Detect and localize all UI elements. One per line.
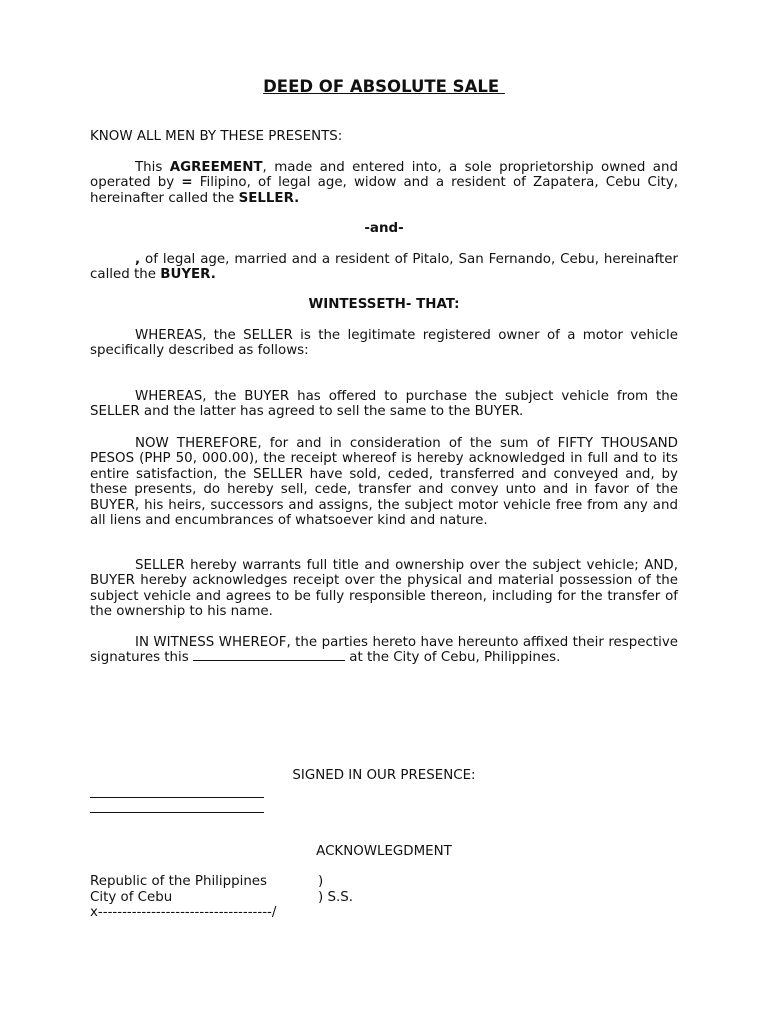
date-blank-line[interactable] [193, 659, 345, 661]
seller-name-placeholder: = [181, 175, 193, 191]
p7-text-2: at the City of Cebu, Philippines. [345, 650, 561, 666]
p2-text: of legal age, married and a resident of Pitalo, San Fernando, Cebu, hereinafter called the [90, 252, 678, 283]
ack-row-separator: x------------------------------------/ [90, 905, 277, 920]
ack-row-republic [90, 874, 324, 889]
seller-term: SELLER. [238, 190, 300, 206]
witnesseth-heading: WINTESSETH- THAT: [308, 297, 460, 312]
ack-republic-paren: ) [318, 874, 324, 889]
whereas-owner-paragraph: WHEREAS, the SELLER is the legitimate registered owner of a motor vehicle specifically described as follows: [90, 328, 678, 359]
witness-signature-line-1[interactable] [90, 797, 264, 798]
acknowledgment-heading: ACKNOWLEGDMENT [316, 844, 452, 859]
document-title: DEED OF ABSOLUTE SALE [263, 77, 505, 96]
p1-text-2: , made and entered into, a sole proprietorship owned and operated by [90, 160, 678, 191]
now-therefore-paragraph: NOW THEREFORE, for and in consideration of the sum of FIFTY THOUSAND PESOS (PHP 50, 000.00), the receipt whereof is hereby acknowledged in full and to its entire satisfaction, the SELLER have sold, ceded, transferred and conveyed and, by these presents, do hereby sell, cede, transfer and convey unto and in favor of the BUYER, his heirs, successors and assigns, the subject motor vehicle free from any and all liens and encumbrances of whatsoever kind and nature. [90, 436, 678, 529]
ack-republic-label: Republic of the Philippines [90, 874, 268, 889]
whereas-buyer-paragraph: WHEREAS, the BUYER has offered to purchase the subject vehicle from the SELLER and the latter has agreed to sell the same to the BUYER. [90, 389, 678, 420]
p1-text-1: This [135, 160, 170, 175]
buyer-name-placeholder: , [135, 252, 141, 267]
witness-signature-line-2[interactable] [90, 812, 264, 813]
ack-city-label: City of Cebu [90, 890, 173, 905]
ack-city-ss: ) S.S. [318, 890, 353, 905]
buyer-paragraph [90, 252, 678, 283]
p7-text-1: IN WITNESS WHEREOF, the parties hereto have hereunto affixed their respective signatures this [90, 635, 678, 666]
ack-row-city [90, 890, 353, 905]
witness-paragraph [90, 635, 678, 666]
agreement-term: AGREEMENT [169, 160, 263, 175]
signed-presence-heading: SIGNED IN OUR PRESENCE: [292, 768, 476, 783]
agreement-paragraph [90, 160, 678, 206]
warranty-paragraph: SELLER hereby warrants full title and ownership over the subject vehicle; AND, BUYER hereby acknowledges receipt over the physical and material possession of the subject vehicle and agrees to be fully responsible thereon, including for the transfer of the ownership to his name. [90, 558, 678, 620]
intro-line: KNOW ALL MEN BY THESE PRESENTS: [90, 129, 343, 144]
buyer-term: BUYER. [160, 267, 216, 283]
p1-text-3: Filipino, of legal age, widow and a resident of Zapatera, Cebu City, hereinafter called the [90, 175, 678, 206]
and-separator: -and- [364, 221, 404, 236]
